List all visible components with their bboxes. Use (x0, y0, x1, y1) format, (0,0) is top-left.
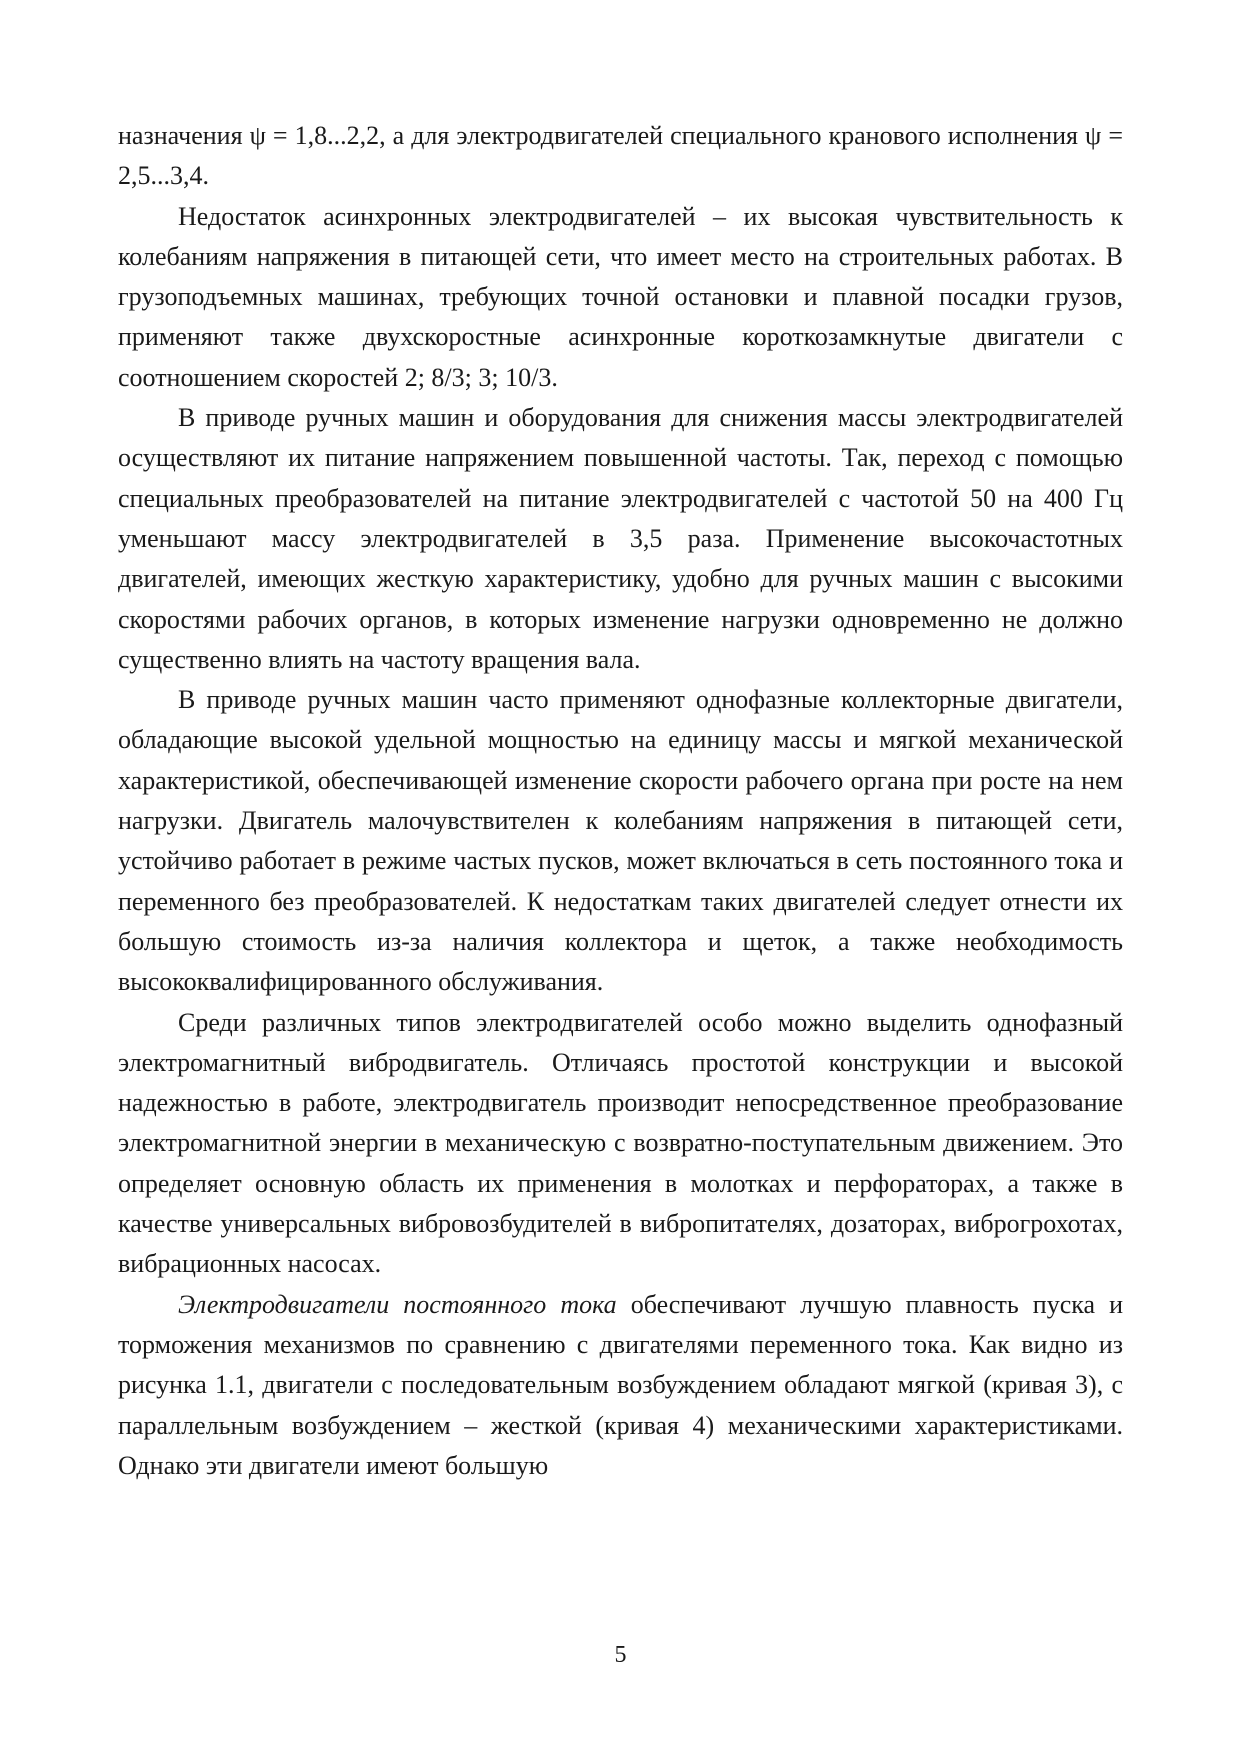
page-body (118, 116, 1123, 1486)
paragraph-dc-motors (118, 1285, 1123, 1486)
paragraph-dc-motors-text: обеспечивают лучшую плавность пуска и торможения механизмов по сравнению с двигателями переменного тока. Как видно из рисунка 1.1, двигатели с последовательным возбуждением обладают мягкой (кривая 3), с параллельным возбуждением – жесткой (кривая 4) механическими характеристиками. Однако эти двигатели имеют большую (118, 1289, 1123, 1480)
paragraph-high-frequency-drive: В приводе ручных машин и оборудования для снижения массы электродвигателей осуществляют их питание напряжением повышенной частоты. Так, переход с помощью специальных преобразователей на питание электродвигателей с частотой 50 на 400 Гц уменьшают массу электродвигателей в 3,5 раза. Применение высокочастотных двигателей, имеющих жесткую характеристику, удобно для ручных машин с высокими скоростями рабочих органов, в которых изменение нагрузки одновременно не должно существенно влиять на частоту вращения вала. (118, 403, 1123, 674)
paragraph-vibration-motor: Среди различных типов электродвигателей особо можно выделить однофазный электромагнитный вибродвигатель. Отличаясь простотой конструкции и высокой надежностью в работе, электродвигатель производит непосредственное преобразование электромагнитной энергии в механическую с возвратно-поступательным движением. Это определяет основную область их применения в молотках и перфораторах, а также в качестве универсальных вибровозбудителей в вибропитателях, дозаторах, виброгрохотах, вибрационных насосах. (118, 1007, 1123, 1279)
italic-term-dc-motors: Электродвигатели постоянного тока (178, 1289, 617, 1319)
page-number: 5 (614, 1642, 627, 1668)
paragraph-async-motors-drawback: Недостаток асинхронных электродвигателей – их высокая чувствительность к колебаниям напряжения в питающей сети, что имеет место на строительных работах. В грузоподъемных машинах, требующих точной остановки и плавной посадки грузов, применяют также двухскоростные асинхронные короткозамкнутые двигатели с соотношением скоростей 2; 8/3; 3; 10/3. (118, 201, 1123, 392)
paragraph-collector-motors: В приводе ручных машин часто применяют однофазные коллекторные двигатели, обладающие высокой удельной мощностью на единицу массы и мягкой механической характеристикой, обеспечивающей изменение скорости рабочего органа при росте на нем нагрузки. Двигатель малочувствителен к колебаниям напряжения в питающей сети, устойчиво работает в режиме частых пусков, может включаться в сеть постоянного тока и переменного без преобразователей. К недостаткам таких двигателей следует отнести их большую стоимость из-за наличия коллектора и щеток, а также необходимость высококвалифицированного обслуживания. (118, 685, 1123, 997)
paragraph-continuation: назначения ψ = 1,8...2,2, а для электродвигателей специального кранового исполнения ψ = 2,5...3,4. (118, 121, 1123, 191)
